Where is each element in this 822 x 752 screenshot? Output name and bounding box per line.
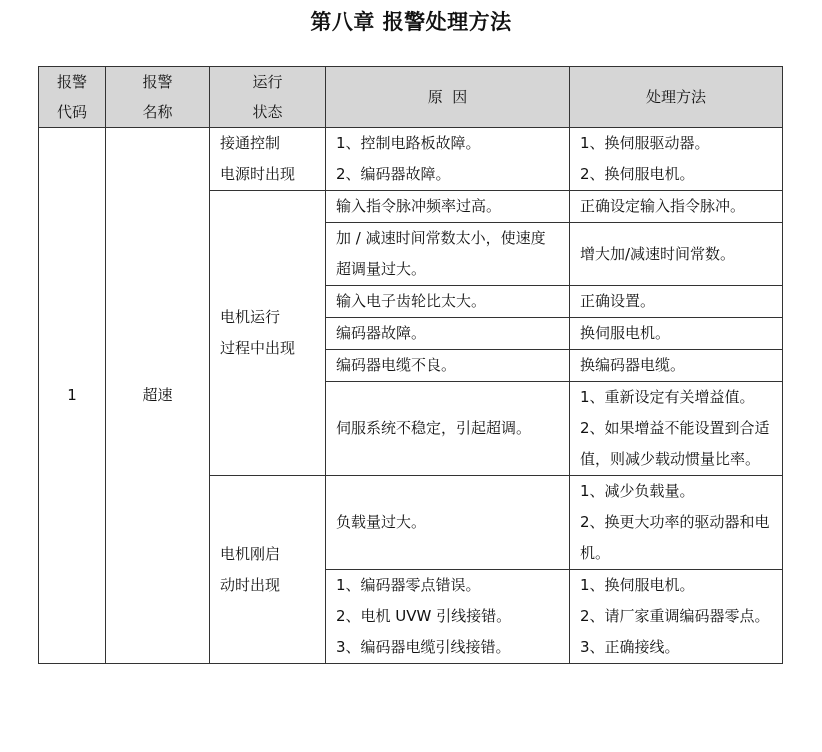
- cause-cell: 1、编码器零点错误。 2、电机 UVW 引线接错。 3、编码器电缆引线接错。: [326, 570, 570, 664]
- header-alarm-code: 报警 代码: [39, 67, 106, 128]
- alarm-name-cell: 超速: [106, 128, 210, 664]
- header-method: 处理方法: [570, 67, 783, 128]
- method-cell: 1、减少负载量。 2、换更大功率的驱动器和电机。: [570, 476, 783, 570]
- cause-cell: 1、控制电路板故障。 2、编码器故障。: [326, 128, 570, 191]
- cause-cell: 编码器电缆不良。: [326, 350, 570, 382]
- page-title: 第八章 报警处理方法: [310, 10, 512, 34]
- method-cell: 正确设定输入指令脉冲。: [570, 191, 783, 223]
- method-cell: 换伺服电机。: [570, 318, 783, 350]
- header-run-state: 运行 状态: [210, 67, 326, 128]
- cause-cell: 加 / 减速时间常数太小，使速度超调量过大。: [326, 223, 570, 286]
- header-cause: 原 因: [326, 67, 570, 128]
- cause-cell: 负载量过大。: [326, 476, 570, 570]
- table-header-row: [39, 67, 783, 128]
- run-state-cell: 电机运行 过程中出现: [210, 191, 326, 476]
- method-cell: 1、换伺服电机。 2、请厂家重调编码器零点。 3、正确接线。: [570, 570, 783, 664]
- run-state-cell: 电机刚启 动时出现: [210, 476, 326, 664]
- alarm-code-cell: 1: [39, 128, 106, 664]
- method-cell: 换编码器电缆。: [570, 350, 783, 382]
- cause-cell: 编码器故障。: [326, 318, 570, 350]
- alarm-table: [38, 66, 783, 664]
- run-state-cell: 接通控制 电源时出现: [210, 128, 326, 191]
- cause-cell: 伺服系统不稳定，引起超调。: [326, 382, 570, 476]
- method-cell: 1、重新设定有关增益值。 2、如果增益不能设置到合适值，则减少载动惯量比率。: [570, 382, 783, 476]
- method-cell: 增大加/减速时间常数。: [570, 223, 783, 286]
- cause-cell: 输入电子齿轮比太大。: [326, 286, 570, 318]
- method-cell: 正确设置。: [570, 286, 783, 318]
- table-row: [39, 128, 783, 191]
- cause-cell: 输入指令脉冲频率过高。: [326, 191, 570, 223]
- header-alarm-name: 报警 名称: [106, 67, 210, 128]
- method-cell: 1、换伺服驱动器。 2、换伺服电机。: [570, 128, 783, 191]
